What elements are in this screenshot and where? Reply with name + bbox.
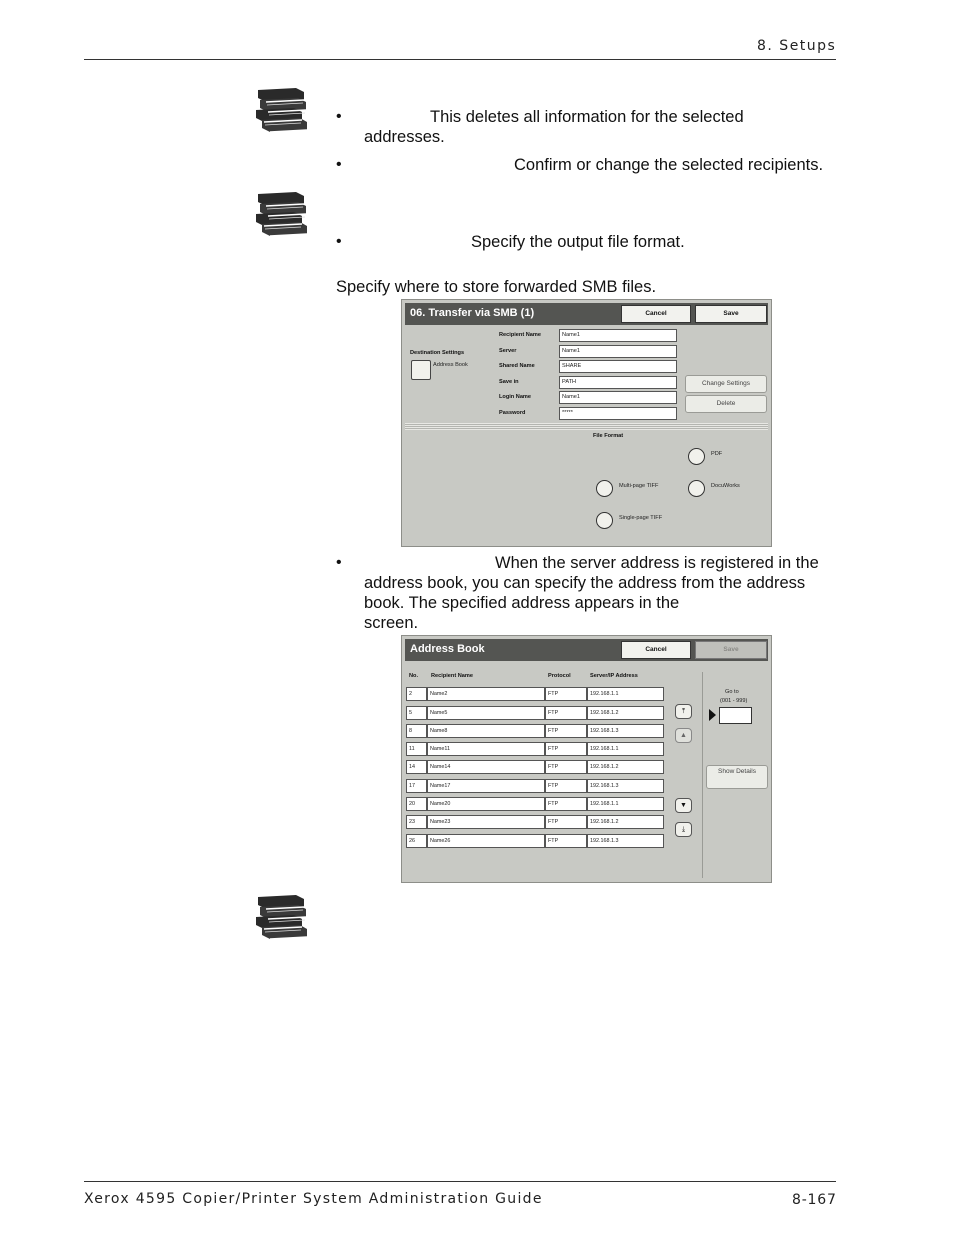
save-button[interactable]: Save: [695, 641, 767, 659]
server-label: Server: [499, 348, 517, 354]
cell-no: 26: [406, 834, 427, 848]
goto-range: (001 - 999): [720, 698, 748, 704]
cell-protocol: FTP: [545, 779, 587, 793]
password-label: Password: [499, 410, 526, 416]
scroll-top-icon: ⤒: [681, 708, 686, 715]
cell-protocol: FTP: [545, 724, 587, 738]
recipient-name-field[interactable]: Name1: [559, 329, 677, 342]
pdf-radio[interactable]: [688, 448, 705, 465]
cell-no: 20: [406, 797, 427, 811]
cell-server: 192.168.1.1: [587, 797, 664, 811]
cell-server: 192.168.1.2: [587, 706, 664, 720]
goto-input[interactable]: [719, 707, 752, 724]
cell-recipient-name: Name5: [427, 706, 545, 720]
scroll-top-button[interactable]: [675, 704, 692, 719]
transfer-via-smb-screen: [401, 299, 772, 547]
page-number: 8-167: [792, 1192, 837, 1208]
column-header-protocol: Protocol: [548, 673, 571, 679]
cell-no: 14: [406, 760, 427, 774]
password-field[interactable]: *****: [559, 407, 677, 420]
cell-recipient-name: Name11: [427, 742, 545, 756]
destination-settings-label: Destination Settings: [410, 350, 465, 356]
cancel-button[interactable]: Cancel: [621, 641, 691, 659]
bullet: •: [336, 156, 342, 173]
cell-server: 192.168.1.1: [587, 742, 664, 756]
table-row[interactable]: [406, 706, 666, 720]
cell-recipient-name: Name2: [427, 687, 545, 701]
cell-protocol: FTP: [545, 797, 587, 811]
table-row[interactable]: [406, 760, 666, 774]
login-name-label: Login Name: [499, 394, 532, 400]
shared-name-field[interactable]: SHARE: [559, 360, 677, 373]
multi-page-tiff-radio[interactable]: [596, 480, 613, 497]
change-settings-button[interactable]: Change Settings: [685, 375, 767, 393]
login-name-field[interactable]: Name1: [559, 391, 677, 404]
single-page-tiff-label: Single-page TIFF: [619, 515, 663, 521]
cell-recipient-name: Name20: [427, 797, 545, 811]
bullet: •: [336, 233, 342, 250]
table-row[interactable]: [406, 779, 666, 793]
section-header: 8. Setups: [757, 38, 837, 54]
cell-recipient-name: Name26: [427, 834, 545, 848]
delete-description-cont: addresses.: [364, 128, 445, 146]
cell-recipient-name: Name17: [427, 779, 545, 793]
cell-no: 5: [406, 706, 427, 720]
cell-server: 192.168.1.2: [587, 815, 664, 829]
address-book-description: When the server address is registered in the: [495, 554, 819, 572]
address-book-label: Address Book: [433, 362, 468, 368]
footer-rule: [84, 1181, 836, 1182]
scroll-bottom-icon: ⤓: [681, 826, 686, 833]
server-field[interactable]: Name1: [559, 345, 677, 358]
section-divider: [405, 423, 768, 430]
address-book-screen: [401, 635, 772, 883]
save-in-label: Save in: [499, 379, 519, 385]
multi-page-tiff-label: Multi-page TIFF: [619, 483, 659, 489]
cell-protocol: FTP: [545, 760, 587, 774]
pointer-arrow-icon: [709, 709, 716, 721]
docuworks-radio[interactable]: [688, 480, 705, 497]
smb-intro: Specify where to store forwarded SMB files.: [336, 278, 657, 296]
address-book-description-cont: screen.: [364, 614, 419, 632]
cell-protocol: FTP: [545, 815, 587, 829]
scroll-bottom-button[interactable]: [675, 822, 692, 837]
show-details-button[interactable]: Show Details: [706, 765, 768, 789]
pdf-label: PDF: [711, 451, 723, 457]
table-row[interactable]: [406, 834, 666, 848]
cell-server: 192.168.1.3: [587, 779, 664, 793]
goto-label: Go to: [725, 689, 739, 695]
confirm-description: Confirm or change the selected recipients.: [514, 156, 824, 174]
cell-server: 192.168.1.1: [587, 687, 664, 701]
column-header-server: Server/IP Address: [590, 673, 638, 679]
delete-button[interactable]: Delete: [685, 395, 767, 413]
cell-protocol: FTP: [545, 706, 587, 720]
address-book-description-cont: book. The specified address appears in the: [364, 594, 680, 612]
file-format-label: File Format: [593, 433, 624, 439]
footer-guide-title: Xerox 4595 Copier/Printer System Administration Guide: [84, 1191, 543, 1207]
cell-protocol: FTP: [545, 687, 587, 701]
single-page-tiff-radio[interactable]: [596, 512, 613, 529]
book-stack-icon: [252, 86, 308, 138]
file-format-description: Specify the output file format.: [471, 233, 685, 251]
cell-protocol: FTP: [545, 834, 587, 848]
cell-protocol: FTP: [545, 742, 587, 756]
cell-no: 8: [406, 724, 427, 738]
table-row[interactable]: [406, 815, 666, 829]
side-panel-divider: [702, 672, 703, 878]
column-header-recipient-name: Recipient Name: [431, 673, 473, 679]
cell-recipient-name: Name8: [427, 724, 545, 738]
scroll-up-icon: ▲: [680, 732, 687, 739]
shared-name-label: Shared Name: [499, 363, 535, 369]
cell-no: 11: [406, 742, 427, 756]
recipient-name-label: Recipient Name: [499, 332, 541, 338]
screen-title: Address Book: [410, 643, 485, 655]
scroll-up-button[interactable]: [675, 728, 692, 743]
screen-title: 06. Transfer via SMB (1): [410, 307, 535, 319]
table-row[interactable]: [406, 742, 666, 756]
cell-server: 192.168.1.3: [587, 724, 664, 738]
cell-no: 2: [406, 687, 427, 701]
delete-description: This deletes all information for the selected: [430, 108, 744, 126]
cell-no: 23: [406, 815, 427, 829]
header-rule: [84, 59, 836, 60]
cell-server: 192.168.1.2: [587, 760, 664, 774]
table-row[interactable]: [406, 687, 666, 701]
cell-recipient-name: Name23: [427, 815, 545, 829]
save-button[interactable]: Save: [695, 305, 767, 323]
cancel-button[interactable]: Cancel: [621, 305, 691, 323]
scroll-down-icon: ▼: [680, 802, 687, 809]
scroll-down-button[interactable]: [675, 798, 692, 813]
table-row[interactable]: [406, 724, 666, 738]
table-row[interactable]: [406, 797, 666, 811]
book-stack-icon: [252, 893, 308, 945]
cell-server: 192.168.1.3: [587, 834, 664, 848]
cell-no: 17: [406, 779, 427, 793]
save-in-field[interactable]: PATH: [559, 376, 677, 389]
column-header-no: No.: [409, 673, 419, 679]
docuworks-label: DocuWorks: [711, 483, 740, 489]
book-stack-icon: [252, 190, 308, 242]
bullet: •: [336, 554, 342, 571]
cell-recipient-name: Name14: [427, 760, 545, 774]
address-book-button[interactable]: [411, 360, 431, 380]
address-book-description-cont: address book, you can specify the address from the address: [364, 574, 806, 592]
bullet: •: [336, 108, 342, 125]
